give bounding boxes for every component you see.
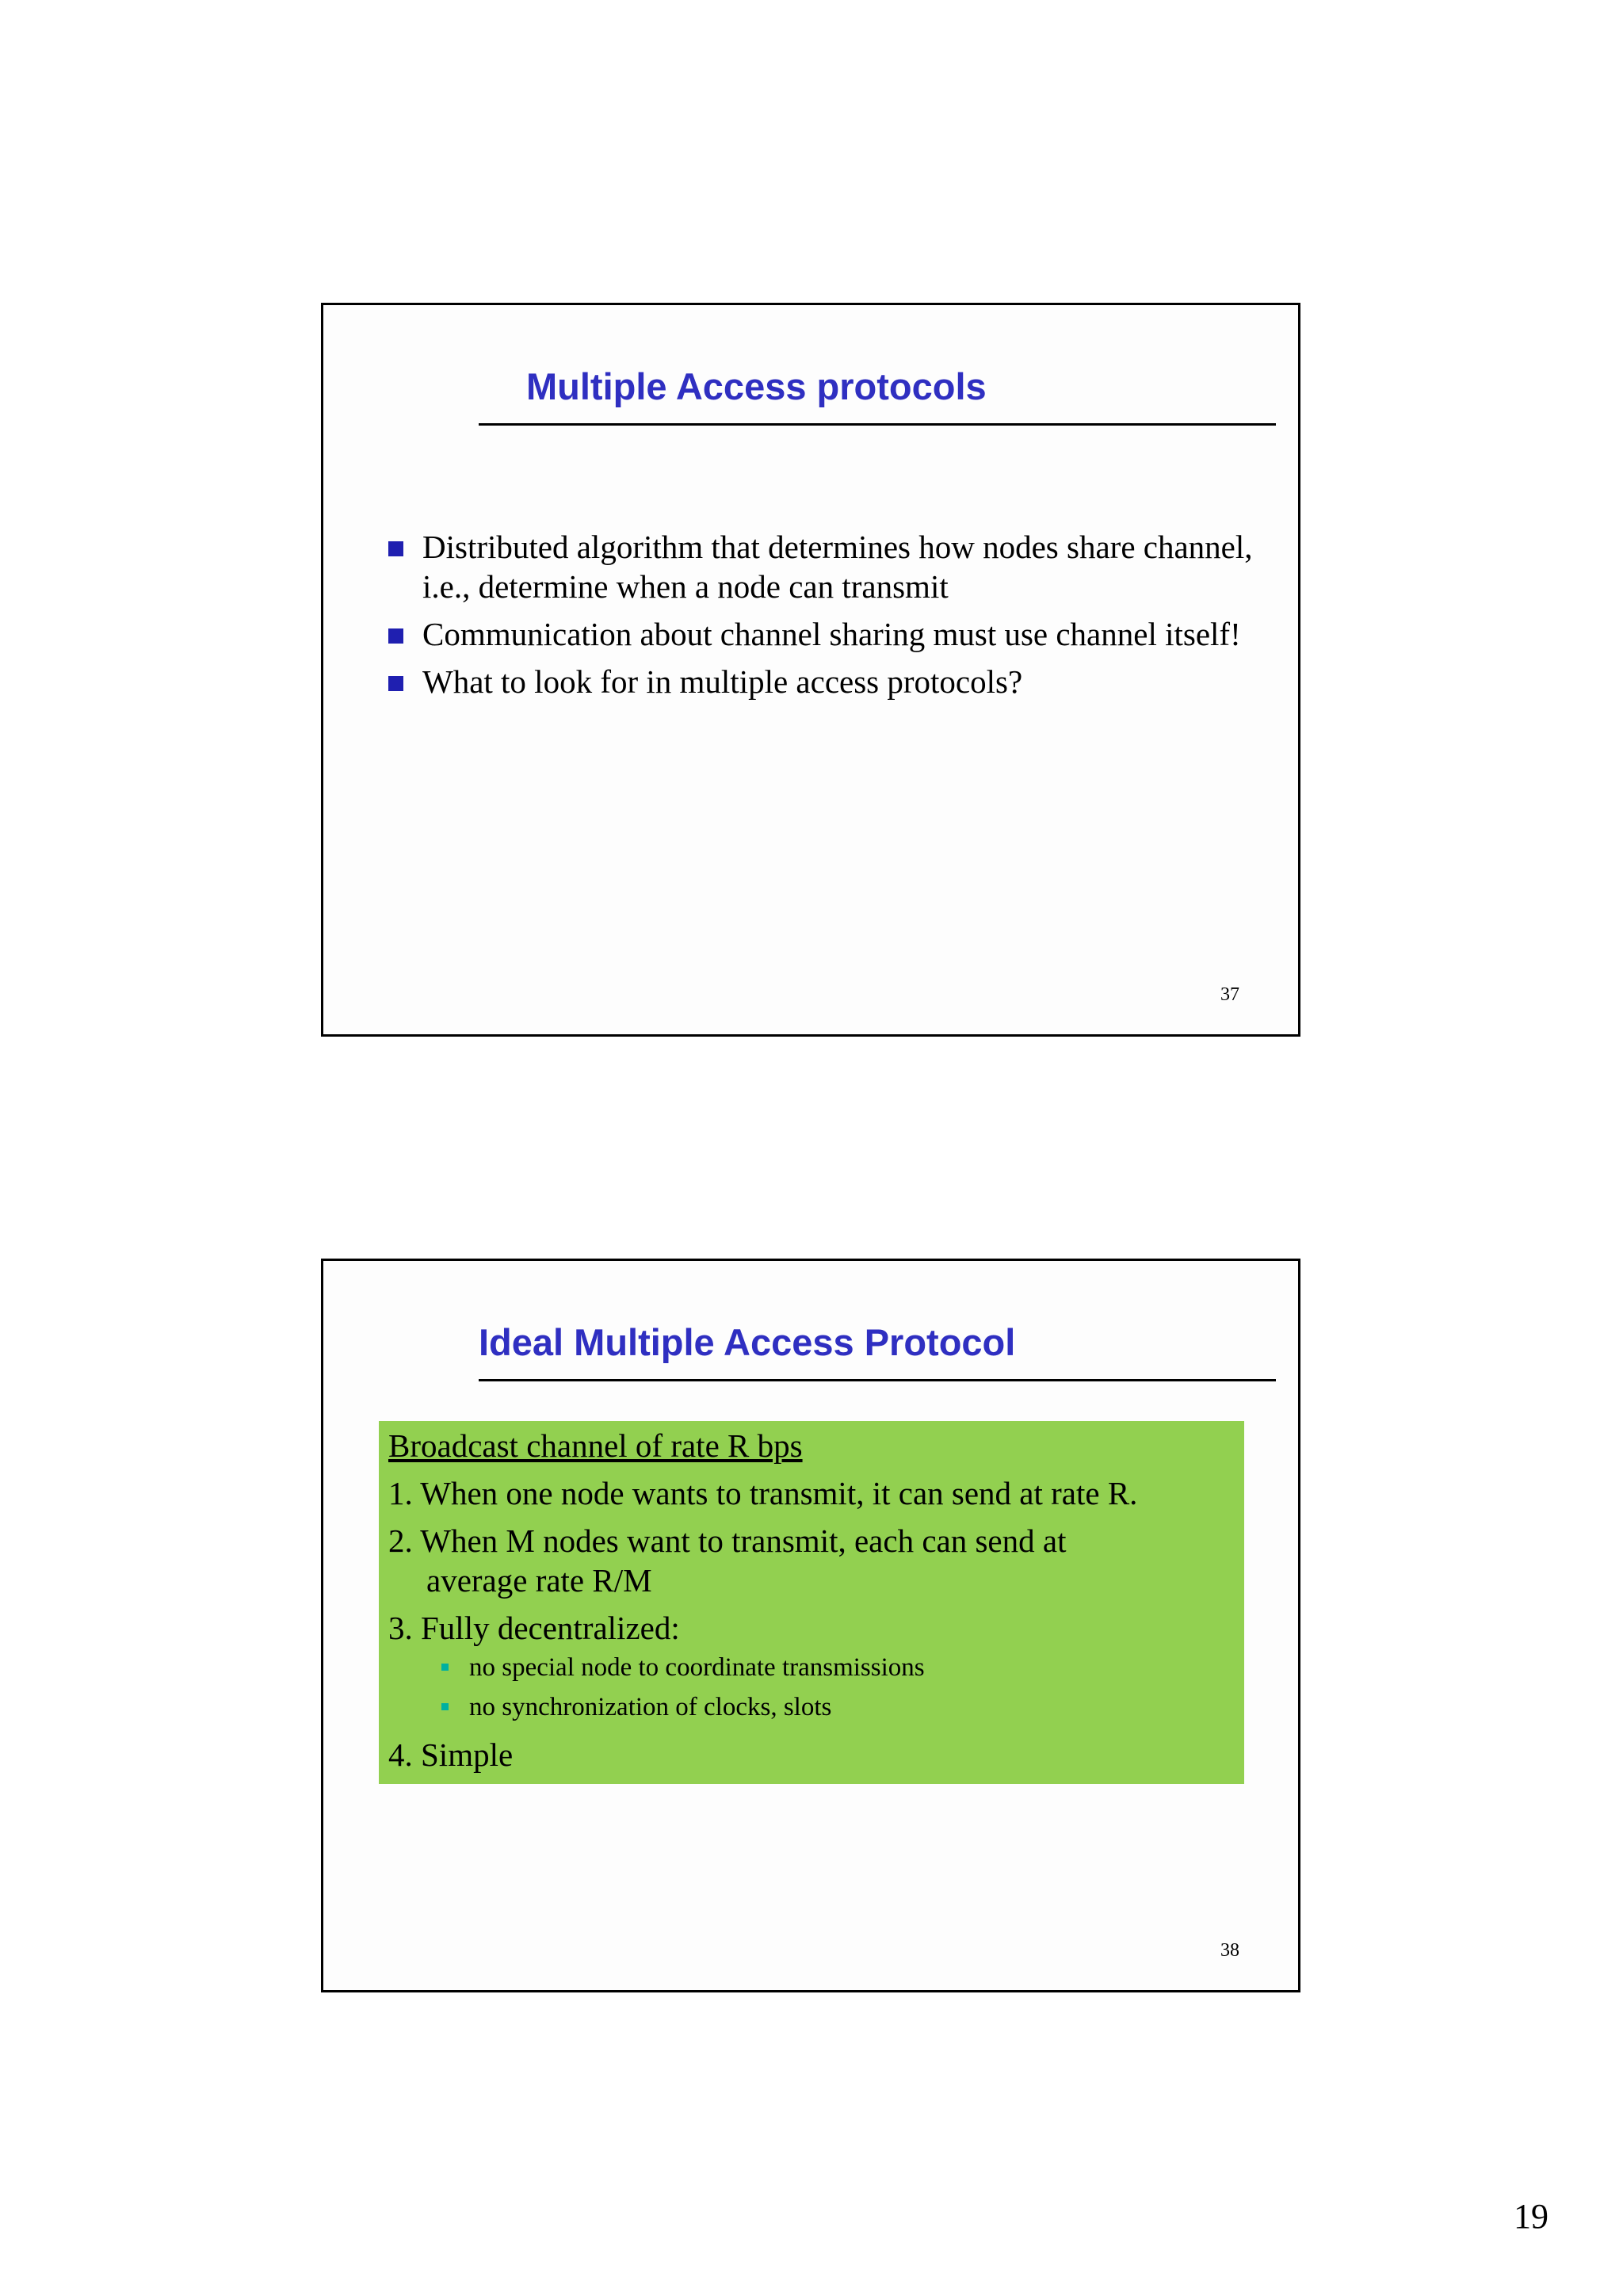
box-heading: Broadcast channel of rate R bps: [388, 1427, 803, 1464]
square-bullet-icon: [441, 1703, 449, 1710]
sub-item: [388, 1687, 1235, 1727]
requirements-box: [379, 1421, 1244, 1784]
sub-item: [388, 1648, 1235, 1687]
bullet-list: [387, 527, 1258, 709]
slide-title: Multiple Access protocols: [526, 365, 987, 407]
square-bullet-icon: [388, 541, 403, 556]
bullet-text: Communication about channel sharing must use channel itself!: [422, 616, 1241, 652]
requirement-3: 3. Fully decentralized:: [388, 1610, 680, 1646]
slide-number: 38: [1220, 1940, 1239, 1961]
page-number: 19: [1514, 2197, 1549, 2236]
square-bullet-icon: [441, 1664, 449, 1671]
slide-38: [321, 1259, 1300, 1992]
bullet-item: [387, 614, 1258, 654]
slide-number: 37: [1220, 984, 1239, 1005]
square-bullet-icon: [388, 676, 403, 691]
requirement-2-continued: average rate R/M: [426, 1562, 652, 1599]
requirement-1: 1. When one node wants to transmit, it can send at rate R.: [388, 1475, 1138, 1511]
sub-item-text: no special node to coordinate transmissions: [469, 1653, 925, 1682]
bullet-item: [387, 662, 1258, 701]
slide-37: [321, 303, 1300, 1037]
title-underline: [479, 1379, 1276, 1381]
sub-item-text: no synchronization of clocks, slots: [469, 1693, 832, 1721]
bullet-text: What to look for in multiple access protocols?: [422, 663, 1023, 700]
title-underline: [479, 423, 1276, 426]
bullet-text: Distributed algorithm that determines how nodes share channel, i.e., determine when a node can transmit: [422, 529, 1253, 605]
slide-title: Ideal Multiple Access Protocol: [479, 1321, 1016, 1363]
requirement-4: 4. Simple: [388, 1736, 514, 1773]
bullet-item: [387, 527, 1258, 606]
requirement-2: 2. When M nodes want to transmit, each can send at: [388, 1522, 1067, 1559]
square-bullet-icon: [388, 628, 403, 644]
